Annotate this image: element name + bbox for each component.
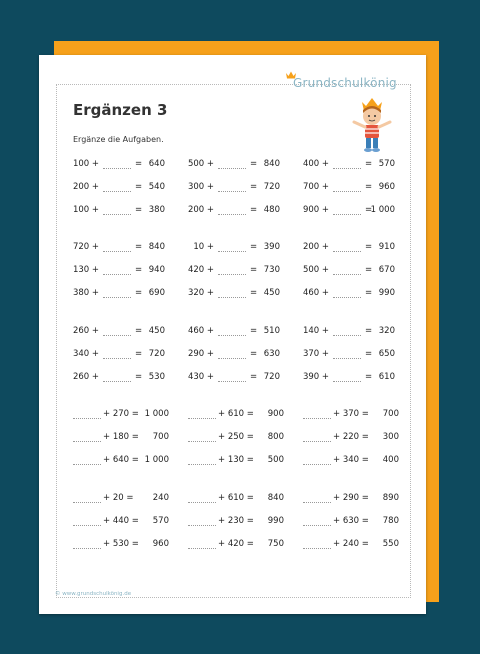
- brand-logo: Grundschulkönig: [293, 76, 397, 90]
- addend: 100 +: [72, 205, 99, 215]
- addend: 200 +: [302, 242, 329, 252]
- sum: 450: [263, 288, 280, 298]
- addend: 720 +: [72, 242, 99, 252]
- exercise-row: [73, 182, 165, 193]
- addend-with-equals: + 270 =: [103, 409, 139, 419]
- answer-blank[interactable]: [103, 274, 131, 275]
- exercise-row: [73, 326, 165, 337]
- sum: 670: [378, 265, 395, 275]
- equals-sign: =: [135, 159, 143, 169]
- addend: 370 +: [302, 349, 329, 359]
- addend-with-equals: + 20 =: [103, 493, 134, 503]
- exercise-row: [188, 182, 280, 193]
- answer-blank[interactable]: [103, 214, 131, 215]
- exercise-row: [73, 432, 169, 443]
- answer-blank[interactable]: [188, 502, 216, 503]
- sum: 730: [263, 265, 280, 275]
- addend: 500 +: [302, 265, 329, 275]
- exercise-row: [303, 409, 399, 420]
- exercise-row: [188, 326, 280, 337]
- answer-blank[interactable]: [103, 381, 131, 382]
- sum: 380: [148, 205, 165, 215]
- answer-blank[interactable]: [188, 464, 216, 465]
- sum: 700: [382, 409, 399, 419]
- addend: 430 +: [187, 372, 214, 382]
- exercise-row: [188, 372, 280, 383]
- addend: 900 +: [302, 205, 329, 215]
- exercise-row: [303, 372, 395, 383]
- answer-blank[interactable]: [333, 335, 361, 336]
- addend-with-equals: + 340 =: [333, 455, 369, 465]
- answer-blank[interactable]: [218, 251, 246, 252]
- answer-blank[interactable]: [188, 418, 216, 419]
- equals-sign: =: [250, 288, 258, 298]
- answer-blank[interactable]: [188, 548, 216, 549]
- addend-with-equals: + 220 =: [333, 432, 369, 442]
- answer-blank[interactable]: [303, 548, 331, 549]
- exercise-row: [73, 409, 169, 420]
- addend: 390 +: [302, 372, 329, 382]
- exercise-row: [73, 242, 165, 253]
- sum: 450: [148, 326, 165, 336]
- addend: 300 +: [187, 182, 214, 192]
- equals-sign: =: [135, 326, 143, 336]
- equals-sign: =: [250, 159, 258, 169]
- equals-sign: =: [135, 205, 143, 215]
- answer-blank[interactable]: [333, 251, 361, 252]
- answer-blank[interactable]: [188, 441, 216, 442]
- addend: 200 +: [72, 182, 99, 192]
- addend: 400 +: [302, 159, 329, 169]
- answer-blank[interactable]: [333, 274, 361, 275]
- answer-blank[interactable]: [218, 191, 246, 192]
- sum: 1 000: [144, 409, 169, 419]
- exercise-row: [303, 242, 395, 253]
- exercise-row: [73, 288, 165, 299]
- exercise-row: [188, 455, 284, 466]
- sum: 900: [267, 409, 284, 419]
- exercise-row: [303, 455, 399, 466]
- addend: 420 +: [187, 265, 214, 275]
- addend-with-equals: + 130 =: [218, 455, 254, 465]
- sum: 840: [267, 493, 284, 503]
- answer-blank[interactable]: [103, 358, 131, 359]
- exercise-row: [188, 205, 280, 216]
- equals-sign: =: [365, 205, 373, 215]
- exercise-row: [188, 288, 280, 299]
- equals-sign: =: [250, 265, 258, 275]
- answer-blank[interactable]: [73, 441, 101, 442]
- answer-blank[interactable]: [103, 297, 131, 298]
- sum: 240: [152, 493, 169, 503]
- sum: 480: [263, 205, 280, 215]
- addend-with-equals: + 610 =: [218, 493, 254, 503]
- addend-with-equals: + 610 =: [218, 409, 254, 419]
- sum: 320: [378, 326, 395, 336]
- equals-sign: =: [365, 242, 373, 252]
- sum: 1 000: [370, 205, 395, 215]
- equals-sign: =: [365, 159, 373, 169]
- sum: 400: [382, 455, 399, 465]
- equals-sign: =: [365, 372, 373, 382]
- exercise-row: [188, 516, 284, 527]
- exercise-row: [73, 265, 165, 276]
- answer-blank[interactable]: [303, 464, 331, 465]
- exercise-row: [188, 349, 280, 360]
- sum: 550: [382, 539, 399, 549]
- addend-with-equals: + 250 =: [218, 432, 254, 442]
- exercise-row: [73, 493, 169, 504]
- answer-blank[interactable]: [73, 418, 101, 419]
- sum: 990: [267, 516, 284, 526]
- equals-sign: =: [135, 349, 143, 359]
- answer-blank[interactable]: [103, 251, 131, 252]
- equals-sign: =: [250, 372, 258, 382]
- exercise-row: [188, 265, 280, 276]
- sum: 940: [148, 265, 165, 275]
- answer-blank[interactable]: [333, 358, 361, 359]
- answer-blank[interactable]: [333, 297, 361, 298]
- addend: 100 +: [72, 159, 99, 169]
- addend-with-equals: + 290 =: [333, 493, 369, 503]
- sum: 570: [152, 516, 169, 526]
- sum: 1 000: [144, 455, 169, 465]
- answer-blank[interactable]: [73, 464, 101, 465]
- sum: 780: [382, 516, 399, 526]
- exercise-row: [303, 493, 399, 504]
- equals-sign: =: [365, 326, 373, 336]
- equals-sign: =: [365, 349, 373, 359]
- sum: 750: [267, 539, 284, 549]
- addend: 130 +: [72, 265, 99, 275]
- exercise-row: [303, 349, 395, 360]
- exercise-row: [303, 432, 399, 443]
- equals-sign: =: [365, 288, 373, 298]
- sum: 800: [267, 432, 284, 442]
- exercise-row: [188, 409, 284, 420]
- answer-blank[interactable]: [218, 297, 246, 298]
- addend: 260 +: [72, 326, 99, 336]
- exercise-row: [303, 265, 395, 276]
- addend: 500 +: [187, 159, 214, 169]
- exercise-row: [303, 326, 395, 337]
- equals-sign: =: [135, 182, 143, 192]
- exercise-row: [303, 159, 395, 170]
- boy-with-crown-icon: [348, 92, 396, 154]
- equals-sign: =: [250, 326, 258, 336]
- answer-blank[interactable]: [218, 358, 246, 359]
- exercise-row: [303, 288, 395, 299]
- sum: 840: [148, 242, 165, 252]
- sum: 650: [378, 349, 395, 359]
- exercise-row: [188, 493, 284, 504]
- addend: 700 +: [302, 182, 329, 192]
- addend-with-equals: + 180 =: [103, 432, 139, 442]
- sum: 720: [148, 349, 165, 359]
- equals-sign: =: [250, 242, 258, 252]
- addend-with-equals: + 230 =: [218, 516, 254, 526]
- exercise-row: [303, 516, 399, 527]
- exercise-row: [73, 159, 165, 170]
- answer-blank[interactable]: [303, 418, 331, 419]
- addend-with-equals: + 370 =: [333, 409, 369, 419]
- addend-with-equals: + 530 =: [103, 539, 139, 549]
- exercise-row: [73, 349, 165, 360]
- sum: 510: [263, 326, 280, 336]
- sum: 640: [148, 159, 165, 169]
- equals-sign: =: [365, 265, 373, 275]
- addend: 380 +: [72, 288, 99, 298]
- sum: 700: [152, 432, 169, 442]
- answer-blank[interactable]: [103, 168, 131, 169]
- sum: 530: [148, 372, 165, 382]
- exercise-row: [303, 205, 395, 216]
- exercise-row: [73, 539, 169, 550]
- addend-with-equals: + 640 =: [103, 455, 139, 465]
- sum: 890: [382, 493, 399, 503]
- worksheet-page: [39, 55, 426, 614]
- sum: 990: [378, 288, 395, 298]
- addend-with-equals: + 420 =: [218, 539, 254, 549]
- addend: 10 +: [193, 242, 214, 252]
- exercise-row: [303, 539, 399, 550]
- sum: 840: [263, 159, 280, 169]
- answer-blank[interactable]: [303, 525, 331, 526]
- answer-blank[interactable]: [218, 335, 246, 336]
- answer-blank[interactable]: [333, 381, 361, 382]
- exercise-row: [73, 455, 169, 466]
- addend: 140 +: [302, 326, 329, 336]
- equals-sign: =: [250, 182, 258, 192]
- page-title: Ergänzen 3: [73, 101, 168, 119]
- answer-blank[interactable]: [188, 525, 216, 526]
- addend-with-equals: + 240 =: [333, 539, 369, 549]
- answer-blank[interactable]: [333, 168, 361, 169]
- answer-blank[interactable]: [303, 441, 331, 442]
- answer-blank[interactable]: [73, 525, 101, 526]
- exercise-row: [188, 242, 280, 253]
- answer-blank[interactable]: [333, 214, 361, 215]
- addend: 260 +: [72, 372, 99, 382]
- addend: 460 +: [187, 326, 214, 336]
- answer-blank[interactable]: [73, 502, 101, 503]
- addend-with-equals: + 630 =: [333, 516, 369, 526]
- sum: 500: [267, 455, 284, 465]
- sum: 610: [378, 372, 395, 382]
- sum: 540: [148, 182, 165, 192]
- answer-blank[interactable]: [218, 381, 246, 382]
- equals-sign: =: [135, 288, 143, 298]
- equals-sign: =: [250, 205, 258, 215]
- equals-sign: =: [135, 242, 143, 252]
- exercise-row: [188, 539, 284, 550]
- addend: 340 +: [72, 349, 99, 359]
- sum: 720: [263, 182, 280, 192]
- exercise-row: [73, 372, 165, 383]
- exercise-row: [73, 516, 169, 527]
- addend: 460 +: [302, 288, 329, 298]
- answer-blank[interactable]: [218, 214, 246, 215]
- addend: 320 +: [187, 288, 214, 298]
- addend: 290 +: [187, 349, 214, 359]
- answer-blank[interactable]: [333, 191, 361, 192]
- exercise-row: [73, 205, 165, 216]
- addend: 200 +: [187, 205, 214, 215]
- answer-blank[interactable]: [103, 191, 131, 192]
- equals-sign: =: [250, 349, 258, 359]
- answer-blank[interactable]: [303, 502, 331, 503]
- footer-url: © www.grundschulkönig.de: [55, 591, 132, 597]
- sum: 570: [378, 159, 395, 169]
- equals-sign: =: [135, 372, 143, 382]
- exercise-row: [188, 159, 280, 170]
- answer-blank[interactable]: [103, 335, 131, 336]
- sum: 910: [378, 242, 395, 252]
- instruction-text: Ergänze die Aufgaben.: [73, 135, 164, 144]
- sum: 720: [263, 372, 280, 382]
- answer-blank[interactable]: [218, 274, 246, 275]
- equals-sign: =: [365, 182, 373, 192]
- answer-blank[interactable]: [73, 548, 101, 549]
- sum: 690: [148, 288, 165, 298]
- answer-blank[interactable]: [218, 168, 246, 169]
- sum: 960: [378, 182, 395, 192]
- exercise-row: [303, 182, 395, 193]
- sum: 960: [152, 539, 169, 549]
- sum: 630: [263, 349, 280, 359]
- sum: 300: [382, 432, 399, 442]
- addend-with-equals: + 440 =: [103, 516, 139, 526]
- sum: 390: [263, 242, 280, 252]
- exercise-row: [188, 432, 284, 443]
- equals-sign: =: [135, 265, 143, 275]
